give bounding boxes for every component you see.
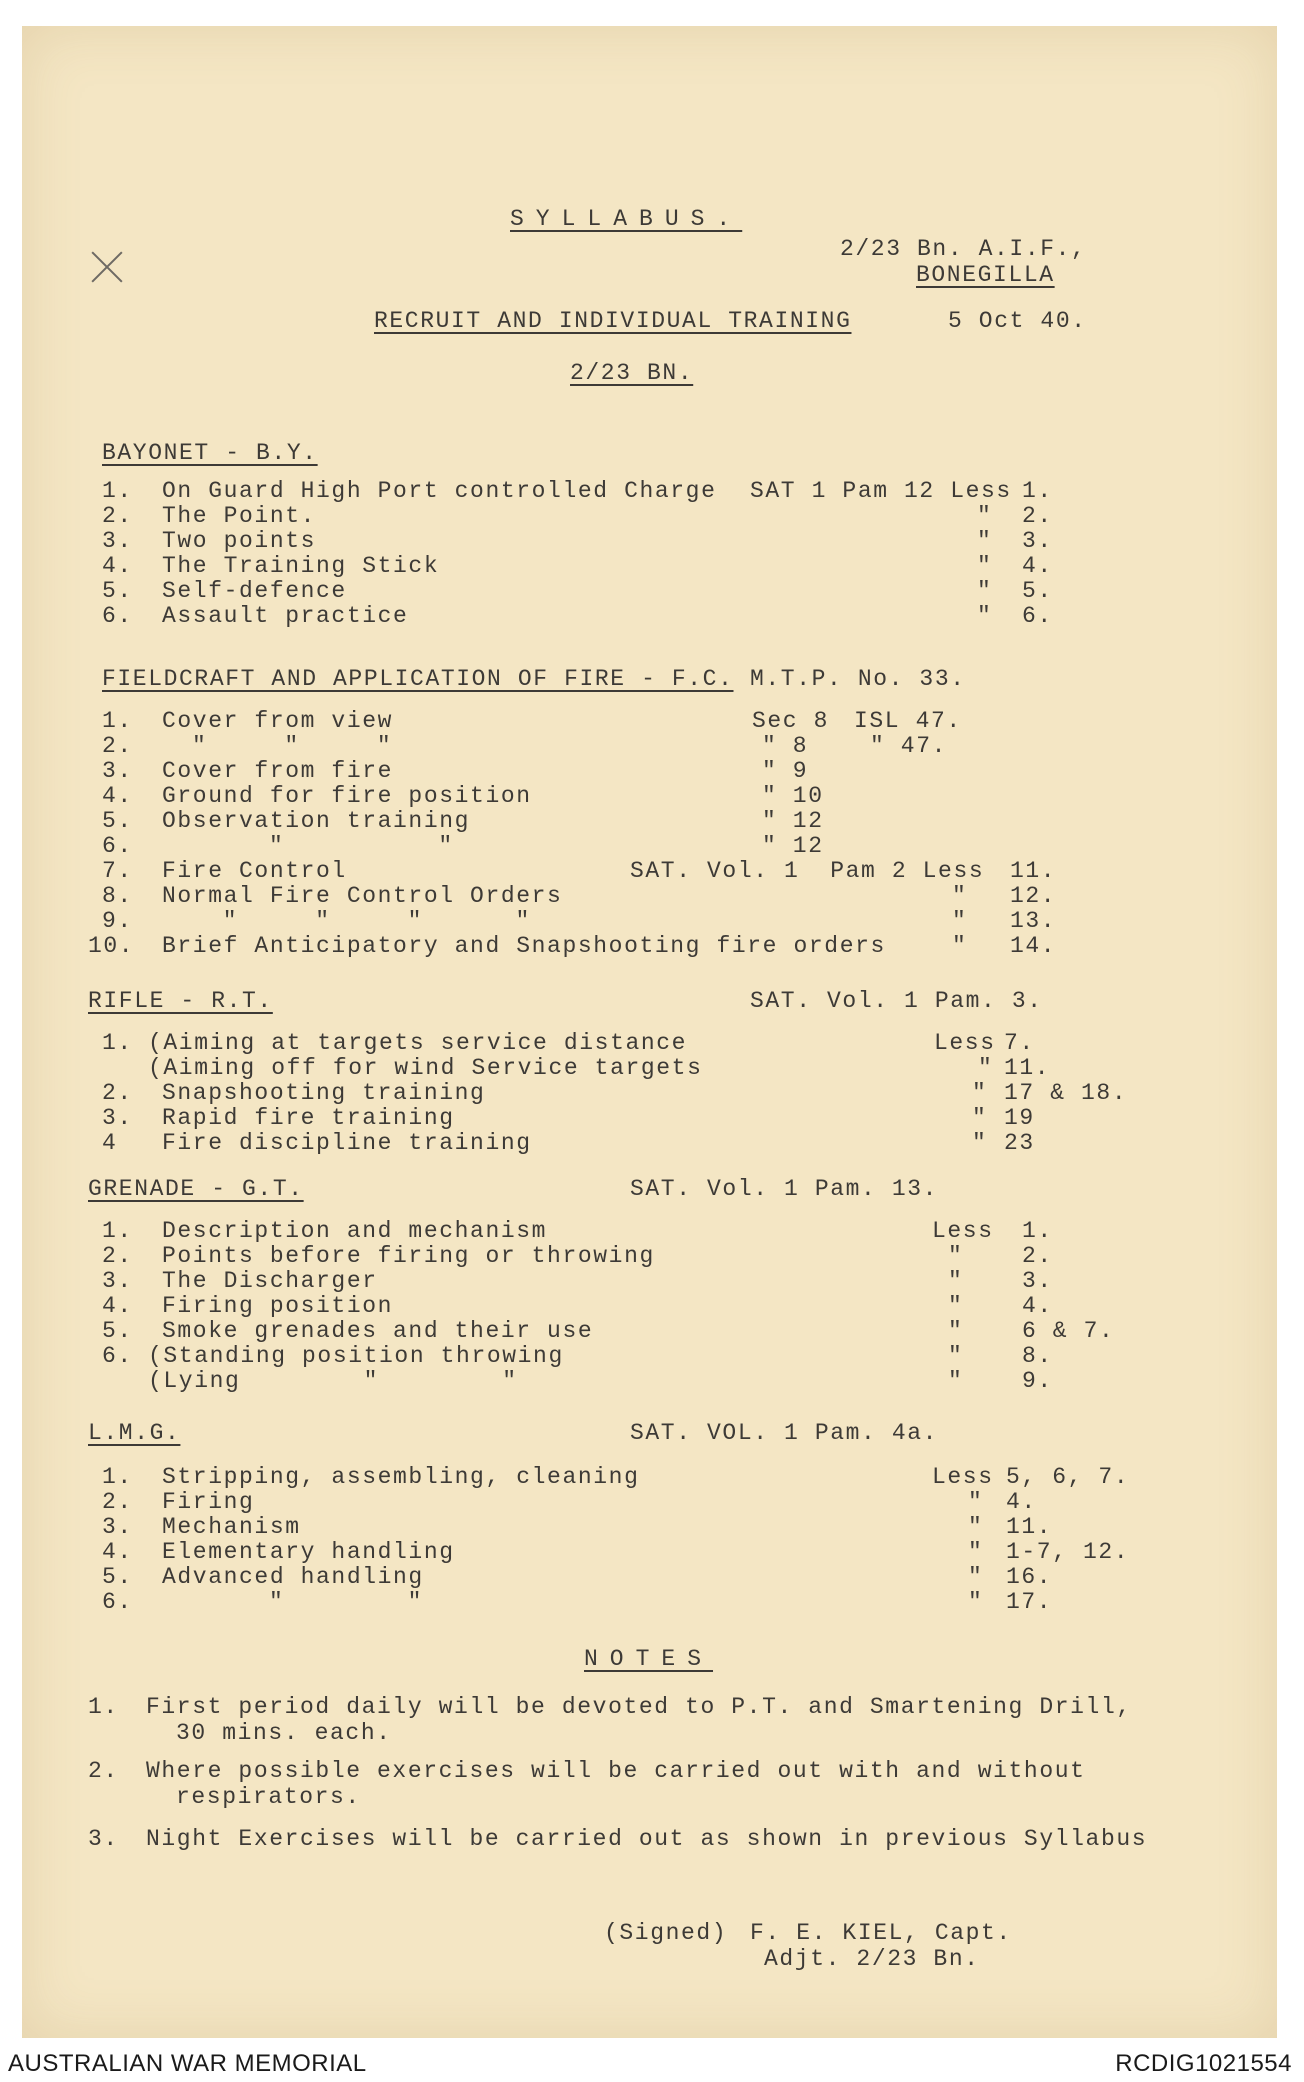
list-item-ref: " <box>977 603 993 629</box>
list-item-val: 11. <box>1004 1055 1051 1081</box>
list-item-sec: " 10 <box>762 783 824 809</box>
list-item-text: Two points <box>162 528 317 554</box>
battalion-heading: 2/23 BN. <box>570 360 694 386</box>
list-item-ref: " <box>972 1080 988 1106</box>
list-item-val: 11. <box>1006 1514 1053 1540</box>
grenade-ref: SAT. Vol. 1 Pam. 13. <box>630 1176 939 1202</box>
lmg-ref: SAT. VOL. 1 Pam. 4a. <box>630 1420 939 1446</box>
list-item-val: 14. <box>1010 933 1057 959</box>
list-item-num: 6. <box>102 833 133 859</box>
list-item-ref: Less <box>932 1464 994 1490</box>
list-item-text: On Guard High Port controlled Charge <box>162 478 717 504</box>
list-item-num: 4 <box>102 1130 118 1156</box>
list-item-val: 2. <box>1022 503 1053 529</box>
signatory-role: Adjt. 2/23 Bn. <box>764 1946 980 1972</box>
grenade-heading: GRENADE - G.T. <box>88 1176 304 1202</box>
list-item-val: 19 <box>1004 1105 1035 1131</box>
list-item-sec: Sec 8 <box>752 708 830 734</box>
list-item-num: 1. <box>102 1030 133 1056</box>
list-item-num: 1. <box>102 1464 133 1490</box>
list-item-sec: " 8 <box>762 733 809 759</box>
list-item-val: 5. <box>1022 578 1053 604</box>
list-item-text: Firing <box>162 1489 255 1515</box>
list-item-val: 4. <box>1006 1489 1037 1515</box>
list-item-ref: " <box>968 1589 984 1615</box>
list-item-val: 17. <box>1006 1589 1053 1615</box>
list-item-ref: " <box>952 908 968 934</box>
list-item-num: 2. <box>102 503 133 529</box>
document-page <box>22 26 1277 2038</box>
list-item-text: Mechanism <box>162 1514 301 1540</box>
list-item-num: 8. <box>102 883 133 909</box>
signatory-name: F. E. KIEL, Capt. <box>750 1920 1012 1946</box>
list-item-isl: " 47. <box>870 733 948 759</box>
list-item-text: Rapid fire training <box>162 1105 455 1131</box>
list-item-num: 3. <box>102 528 133 554</box>
list-item-text: Fire discipline training <box>162 1130 532 1156</box>
list-item-val: 4. <box>1022 553 1053 579</box>
list-item-ref: " <box>977 578 993 604</box>
list-item-text: Brief Anticipatory and Snapshooting fire orders <box>162 933 886 959</box>
unit-line-1: 2/23 Bn. A.I.F., <box>840 236 1087 262</box>
list-item-ref: " <box>952 883 968 909</box>
list-item-text: Cover from fire <box>162 758 394 784</box>
list-item-val: 5, 6, 7. <box>1006 1464 1130 1490</box>
list-item-ref: " <box>968 1539 984 1565</box>
list-item-text: Description and mechanism <box>162 1218 548 1244</box>
rifle-ref: SAT. Vol. 1 Pam. 3. <box>750 988 1043 1014</box>
fieldcraft-heading: FIELDCRAFT AND APPLICATION OF FIRE - F.C. <box>102 666 734 692</box>
list-item-ref: " <box>977 553 993 579</box>
list-item-val: 12. <box>1010 883 1057 909</box>
list-item-val: 1-7, 12. <box>1006 1539 1130 1565</box>
list-item-text: " " <box>192 1589 424 1615</box>
lmg-heading: L.M.G. <box>88 1420 181 1446</box>
footer-right-text: RCDIG1021554 <box>1115 2050 1292 2077</box>
list-item-ref: " <box>968 1514 984 1540</box>
list-item-ref: " <box>968 1564 984 1590</box>
list-item-num: 1. <box>102 1218 133 1244</box>
list-item-num: 3. <box>102 1268 133 1294</box>
note-line: 30 mins. each. <box>176 1720 392 1746</box>
list-item-val: 11. <box>1010 858 1057 884</box>
list-item-sec: " 9 <box>762 758 809 784</box>
note-num: 2. <box>88 1758 119 1784</box>
list-item-val: 23 <box>1004 1130 1035 1156</box>
list-item-text: Fire Control <box>162 858 347 884</box>
list-item-val: 17 & 18. <box>1004 1080 1128 1106</box>
syllabus-title: SYLLABUS. <box>510 206 743 232</box>
list-item-text: The Training Stick <box>162 553 440 579</box>
list-item-text: " " " <box>192 733 393 759</box>
list-item-num: 10. <box>88 933 135 959</box>
signed-label: (Signed) <box>604 1920 728 1946</box>
list-item-num: 3. <box>102 1105 133 1131</box>
list-item-num: 2. <box>102 1080 133 1106</box>
list-item-num: 5. <box>102 578 133 604</box>
list-item-num: 4. <box>102 1293 133 1319</box>
list-item-ref: SAT 1 Pam 12 Less <box>750 478 1012 504</box>
list-item-ref: " <box>978 1055 994 1081</box>
list-item-text: (Aiming at targets service distance <box>148 1030 688 1056</box>
list-item-sec: " 12 <box>762 808 824 834</box>
list-item-num: 2. <box>102 733 133 759</box>
list-item-ref: " <box>977 528 993 554</box>
note-line: Where possible exercises will be carried out with and without <box>146 1758 1086 1784</box>
list-item-num: 5. <box>102 1564 133 1590</box>
list-item-text: Cover from view <box>162 708 394 734</box>
note-line: First period daily will be devoted to P.T. and Smartening Drill, <box>146 1694 1132 1720</box>
list-item-num: 1. <box>102 478 133 504</box>
list-item-val: 3. <box>1022 1268 1053 1294</box>
list-item-ref: " <box>948 1343 964 1369</box>
unit-line-2: BONEGILLA <box>916 262 1055 288</box>
list-item-val: 3. <box>1022 528 1053 554</box>
list-item-text: Firing position <box>162 1293 394 1319</box>
list-item-text: Stripping, assembling, cleaning <box>162 1464 640 1490</box>
list-item-text: Elementary handling <box>162 1539 455 1565</box>
document-date: 5 Oct 40. <box>948 308 1087 334</box>
list-item-val: 13. <box>1010 908 1057 934</box>
bayonet-heading: BAYONET - B.Y. <box>102 440 318 466</box>
list-item-num: 3. <box>102 1514 133 1540</box>
list-item-text: (Lying " " <box>148 1368 518 1394</box>
list-item-text: Points before firing or throwing <box>162 1243 655 1269</box>
list-item-val: 1. <box>1022 1218 1053 1244</box>
rifle-heading: RIFLE - R.T. <box>88 988 273 1014</box>
list-item-sec: " 12 <box>762 833 824 859</box>
x-mark-icon <box>90 250 124 284</box>
list-item-text: Self-defence <box>162 578 347 604</box>
list-item-ref: " <box>948 1293 964 1319</box>
list-item-num: 3. <box>102 758 133 784</box>
list-item-val: 2. <box>1022 1243 1053 1269</box>
list-item-num: 4. <box>102 783 133 809</box>
list-item-ref: " <box>948 1268 964 1294</box>
list-item-text: Observation training <box>162 808 471 834</box>
list-item-val: 8. <box>1022 1343 1053 1369</box>
list-item-num: 5. <box>102 808 133 834</box>
list-item-num: 6. <box>102 1343 133 1369</box>
list-item-text: Smoke grenades and their use <box>162 1318 594 1344</box>
footer-left-text: AUSTRALIAN WAR MEMORIAL <box>8 2050 367 2077</box>
note-num: 3. <box>88 1826 119 1852</box>
list-item-ref: " <box>968 1489 984 1515</box>
list-item-val: 6. <box>1022 603 1053 629</box>
list-item-text: Snapshooting training <box>162 1080 486 1106</box>
list-item-isl: ISL 47. <box>854 708 962 734</box>
list-item-ref: Less <box>934 1030 996 1056</box>
list-item-num: 2. <box>102 1243 133 1269</box>
list-item-ref: " <box>948 1243 964 1269</box>
list-item-ref: Less <box>932 1218 994 1244</box>
list-item-val: 1. <box>1022 478 1053 504</box>
list-item-ref: " <box>948 1318 964 1344</box>
fieldcraft-ref: M.T.P. No. 33. <box>750 666 966 692</box>
list-item-text: " " " " <box>192 908 531 934</box>
note-num: 1. <box>88 1694 119 1720</box>
note-line: respirators. <box>176 1784 361 1810</box>
list-item-text: " " <box>192 833 454 859</box>
list-item-text: Advanced handling <box>162 1564 424 1590</box>
list-item-num: 7. <box>102 858 133 884</box>
list-item-val: 7. <box>1004 1030 1035 1056</box>
list-item-ref: " <box>972 1105 988 1131</box>
notes-heading: NOTES <box>584 1646 714 1672</box>
list-item-ref: SAT. Vol. 1 Pam 2 Less <box>630 858 985 884</box>
list-item-num: 9. <box>102 908 133 934</box>
list-item-num: 2. <box>102 1489 133 1515</box>
subtitle: RECRUIT AND INDIVIDUAL TRAINING <box>374 308 852 334</box>
list-item-val: 16. <box>1006 1564 1053 1590</box>
list-item-val: 6 & 7. <box>1022 1318 1115 1344</box>
list-item-text: Normal Fire Control Orders <box>162 883 563 909</box>
list-item-text: (Standing position throwing <box>148 1343 564 1369</box>
list-item-text: Ground for fire position <box>162 783 532 809</box>
list-item-num: 6. <box>102 1589 133 1615</box>
list-item-ref: " <box>952 933 968 959</box>
list-item-ref: " <box>972 1130 988 1156</box>
list-item-text: The Point. <box>162 503 317 529</box>
list-item-text: Assault practice <box>162 603 409 629</box>
list-item-text: (Aiming off for wind Service targets <box>148 1055 703 1081</box>
list-item-val: 9. <box>1022 1368 1053 1394</box>
list-item-val: 4. <box>1022 1293 1053 1319</box>
list-item-num: 4. <box>102 553 133 579</box>
list-item-ref: " <box>948 1368 964 1394</box>
list-item-num: 4. <box>102 1539 133 1565</box>
list-item-text: The Discharger <box>162 1268 378 1294</box>
list-item-num: 5. <box>102 1318 133 1344</box>
list-item-ref: " <box>977 503 993 529</box>
note-line: Night Exercises will be carried out as shown in previous Syllabus <box>146 1826 1148 1852</box>
list-item-num: 6. <box>102 603 133 629</box>
list-item-num: 1. <box>102 708 133 734</box>
